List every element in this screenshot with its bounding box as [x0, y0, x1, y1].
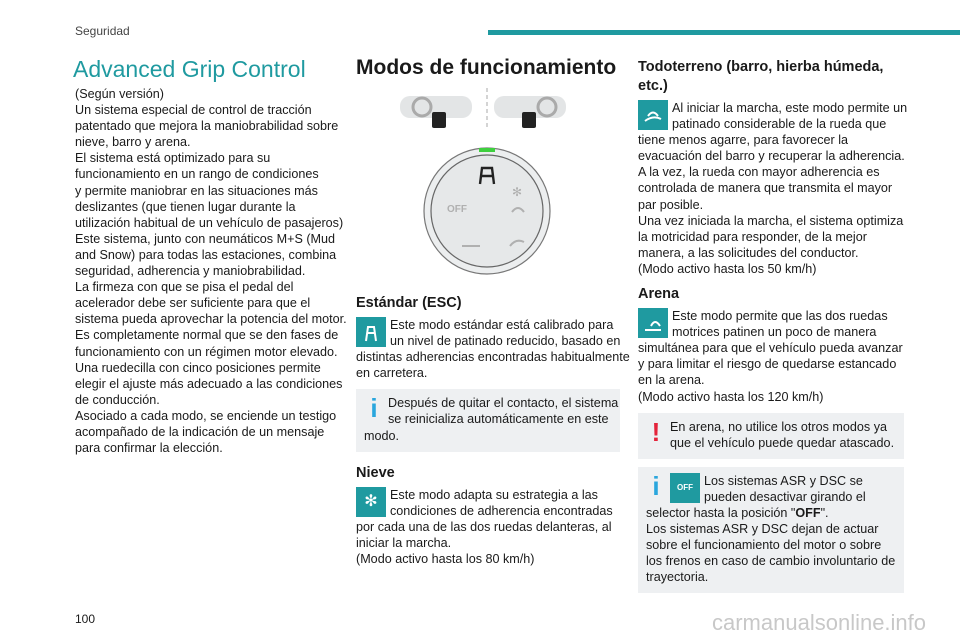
offroad-heading: Todoterreno (barro, hierba húmeda, etc.) [638, 59, 884, 94]
header-accent-bar [488, 30, 960, 35]
modes-heading: Modos de funcionamiento [356, 56, 617, 79]
sand-section [638, 285, 904, 593]
offroad-section [638, 58, 908, 277]
esc-section [356, 294, 630, 452]
esc-info-note [356, 389, 620, 451]
offroad-mode-icon [638, 100, 668, 130]
info-icon: i [652, 470, 660, 501]
svg-text:✻: ✻ [512, 185, 523, 199]
standard-mode-icon [356, 317, 386, 347]
col2-modes [356, 294, 630, 567]
sand-warning-note [638, 413, 904, 459]
section-label: Seguridad [75, 24, 130, 38]
snow-section [356, 464, 620, 567]
snow-mode-icon: ✻ [356, 487, 386, 517]
mode-selector-dial [422, 146, 552, 276]
esc-text: Este modo estándar está calibrado para un nivel de patinado reducido, basado en distintas adherencias encontradas habitualmente en carretera. [356, 318, 630, 381]
snow-text: Este modo adapta su estrategia a las condiciones de adherencia encontradas por cada una de las dos ruedas delanteras, al iniciar la marcha. (Modo activo hasta los 80 km/h) [356, 487, 613, 567]
esc-note-text: Después de quitar el contacto, el sistema se reinicializa automáticamente en este modo. [364, 396, 619, 443]
asr-dsc-info-note [638, 467, 904, 594]
steering-position-illustration [400, 88, 580, 132]
warning-icon: ! [651, 416, 661, 447]
page-number: 100 [75, 612, 96, 626]
asr-dsc-text-b: ". Los sistemas ASR y DSC dejan de actuar sobre el funcionamiento del motor o sobre los frenos en caso de cambio involuntario de trayectoria. [646, 505, 896, 585]
traction-off-icon: OFF [670, 473, 700, 503]
asr-dsc-text-a: Los sistemas ASR y DSC se pueden desactivar girando el selector hasta la posición " [646, 473, 866, 520]
sand-heading: Arena [638, 286, 680, 303]
info-icon: i [370, 393, 378, 424]
sand-mode-icon [638, 308, 668, 338]
col3-modes [638, 58, 908, 593]
off-position-label: OFF [795, 505, 821, 520]
intro-text: (Según versión) Un sistema especial de control de tracción patentado que mejora la maniobrabilidad sobre nieve, barro y arena. El sistema está optimizado para su funcionamiento en un rango de condiciones y permite maniobrar en las situaciones más deslizantes (que tienen lugar durante la utilización habitual de un vehículo de pasajeros) Este sistema, junto con neumáticos M+S (Mud and Snow) para todas las estaciones, combina seguridad, adherencia y maniobrabilidad. La firmeza con que se pisa el pedal del acelerador debe ser suficiente para que el sistema pueda aprovechar la potencia del motor. Es completamente normal que se den fases de funcionamiento con un régimen motor elevado. Una ruedecilla con cinco posiciones permite elegir el ajuste más adecuado a las condiciones de conducción. Asociado a cada modo, se enciende un testigo acompañado de la indicación de un mensaje para confirmar la elección. [75, 87, 347, 456]
sand-text: Este modo permite que las dos ruedas motrices patinen un poco de manera simultánea para que el vehículo pueda avanzar y para limitar el riesgo de quedarse estancado en la arena. (Modo activo hasta los 120 km/h) [638, 309, 903, 404]
esc-heading: Estándar (ESC) [356, 295, 462, 311]
dial-off-label: OFF [447, 204, 467, 215]
sand-warning-text: En arena, no utilice los otros modos ya que el vehículo puede quedar atascado. [670, 419, 895, 450]
page-title: Advanced Grip Control [73, 56, 306, 82]
watermark: carmanualsonline.info [712, 610, 927, 635]
offroad-text: Al iniciar la marcha, este modo permite un patinado considerable de la rueda que tiene menos agarre, para favorecer la evacuación del barro y recuperar la adherencia. A la vez, la rueda con mayor adherencia es controlada de manera que transmita el mayor par posible. Una vez iniciada la marcha, el sistema optimiza la motricidad para responder, de la mejor manera, a las solicitudes del conductor. (Modo activo hasta los 50 km/h) [638, 101, 908, 276]
snow-heading: Nieve [356, 464, 395, 481]
